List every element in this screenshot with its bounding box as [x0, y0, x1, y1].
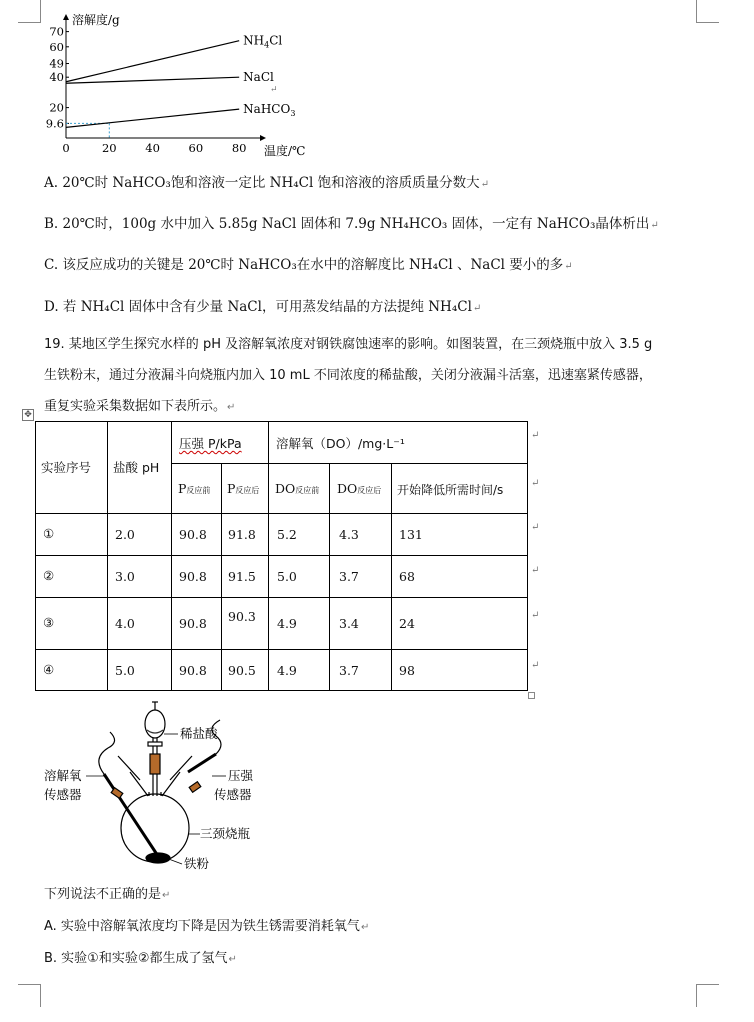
x-tick-label: 80: [231, 141, 247, 155]
crop-mark-bottom-right: [696, 984, 719, 1007]
table-cell: 24: [399, 616, 415, 631]
option-19-b: B. 实验①和实验②都生成了氢气↵: [44, 951, 237, 966]
series-line-nahco3: [66, 109, 239, 127]
table-cell: 68: [399, 569, 415, 584]
header-do-after: DO反应后: [337, 481, 382, 496]
y-tick-label: 9.6: [45, 116, 64, 131]
series-label-nahco3: NaHCO$_3$: [243, 102, 296, 119]
label-do-sensor-2: 传感器: [44, 787, 82, 802]
table-cell: 2.0: [115, 527, 135, 542]
table-cell: 90.3: [228, 609, 256, 624]
x-tick-label: 60: [188, 141, 204, 155]
row-end-mark: ↵: [531, 430, 540, 441]
header-dissolved-oxygen: 溶解氧（DO）/mg·L⁻¹: [276, 436, 405, 451]
y-tick-label: 20: [49, 100, 64, 115]
question-19-line-2: 生铁粉末，通过分液漏斗向烧瓶内加入 10 mL 不同浓度的稀盐酸，关闭分液漏斗活塞，迅速塞紧传感器，: [44, 368, 652, 383]
row-end-mark: ↵: [531, 610, 540, 621]
table-cell: 131: [399, 527, 423, 542]
series-line-nh4cl: [66, 41, 239, 82]
x-axis-label: 温度/℃: [264, 144, 306, 158]
y-tick-label: 70: [49, 24, 64, 39]
series-line-nacl: [66, 77, 239, 83]
header-time: 开始降低所需时间/s: [397, 483, 504, 497]
table-cell: 4.9: [277, 616, 297, 631]
x-tick-label: 0: [62, 141, 70, 155]
y-axis-arrow: [63, 14, 69, 20]
label-flask: 三颈烧瓶: [200, 826, 251, 841]
y-tick-label: 60: [49, 39, 64, 54]
y-tick-label: 49: [49, 56, 64, 71]
y-tick-label: 40: [49, 70, 64, 85]
label-pressure-sensor-1: 压强: [228, 768, 254, 783]
solubility-chart: [40, 10, 306, 165]
series-label-nacl: NaCl: [243, 70, 274, 85]
apparatus-diagram: [40, 696, 280, 880]
table-cell: 3.4: [339, 616, 359, 631]
do-sensor: [99, 732, 170, 863]
table-cell: 4.0: [115, 616, 135, 631]
header-pressure: 压强 P/kPa: [179, 436, 242, 451]
table-cell: ①: [43, 526, 55, 541]
label-pressure-sensor-2: 传感器: [214, 787, 252, 802]
table-cell: 91.5: [228, 569, 256, 584]
table-cell: 90.8: [179, 663, 207, 678]
label-iron-powder: 铁粉: [184, 856, 210, 871]
question-19-line-3: 重复实验采集数据如下表所示。↵: [44, 399, 236, 414]
row-end-mark: ↵: [531, 565, 540, 576]
table-cell: 4.3: [339, 527, 359, 542]
row-end-mark: ↵: [531, 478, 540, 489]
table-cell: 5.0: [277, 569, 297, 584]
option-18-d: D. 若 NH₄Cl 固体中含有少量 NaCl，可用蒸发结晶的方法提纯 NH₄Cl↵: [44, 299, 482, 315]
table-cell: ③: [43, 615, 55, 630]
table-cell: 3.7: [339, 663, 359, 678]
option-19-a: A. 实验中溶解氧浓度均下降是因为铁生锈需要消耗氧气↵: [44, 919, 370, 934]
table-cell: 90.8: [179, 616, 207, 631]
table-cell: 90.8: [179, 569, 207, 584]
row-end-mark: ↵: [531, 660, 540, 671]
table-cell: 90.8: [179, 527, 207, 542]
table-cell: 3.0: [115, 569, 135, 584]
row-end-mark: ↵: [531, 522, 540, 533]
separatory-funnel: [145, 702, 165, 796]
experiment-table: [35, 421, 528, 691]
x-tick-label: 40: [145, 141, 160, 155]
table-cell: 4.9: [277, 663, 297, 678]
option-18-b: B. 20℃时，100g 水中加入 5.85g NaCl 固体和 7.9g NH₄HCO₃ 固体，一定有 NaHCO₃晶体析出↵: [44, 216, 659, 232]
table-cell: 98: [399, 663, 415, 678]
table-cell: 90.5: [228, 663, 256, 678]
table-move-handle[interactable]: ✥: [22, 409, 34, 421]
table-cell: 91.8: [228, 527, 256, 542]
question-19-stem: 下列说法不正确的是↵: [44, 887, 171, 902]
table-cell: 3.7: [339, 569, 359, 584]
table-resize-handle[interactable]: [528, 692, 535, 699]
crop-mark-bottom-left: [18, 984, 41, 1007]
table-cell: 5.0: [115, 663, 135, 678]
table-cell: 5.2: [277, 527, 297, 542]
paragraph-mark: ↵: [270, 85, 278, 95]
question-19-line-1: 19. 某地区学生探究水样的 pH 及溶解氧浓度对钢铁腐蚀速率的影响。如图装置，在三颈烧瓶中放入 3.5 g: [44, 337, 653, 352]
header-experiment-id: 实验序号: [41, 460, 92, 475]
option-18-a: A. 20℃时 NaHCO₃饱和溶液一定比 NH₄Cl 饱和溶液的溶质质量分数大↵: [44, 175, 489, 191]
series-label-nh4cl: $NH_4Cl$: [243, 33, 283, 50]
table-cell: ④: [43, 662, 55, 677]
label-dilute-hcl: 稀盐酸: [180, 726, 218, 741]
crop-mark-top-right: [696, 0, 719, 23]
option-18-c: C. 该反应成功的关键是 20℃时 NaHCO₃在水中的溶解度比 NH₄Cl 、NaCl 要小的多↵: [44, 257, 573, 273]
header-p-after: P反应后: [227, 481, 260, 496]
y-axis-label: 溶解度/g: [72, 13, 120, 27]
label-do-sensor-1: 溶解氧: [44, 768, 82, 783]
x-axis-arrow: [260, 135, 266, 141]
x-tick-label: 20: [101, 141, 117, 155]
table-cell: ②: [43, 568, 55, 583]
header-p-before: P反应前: [178, 481, 211, 496]
crop-mark-top-left: [18, 0, 41, 23]
header-do-before: DO反应前: [275, 481, 320, 496]
header-ph: 盐酸 pH: [113, 460, 160, 475]
